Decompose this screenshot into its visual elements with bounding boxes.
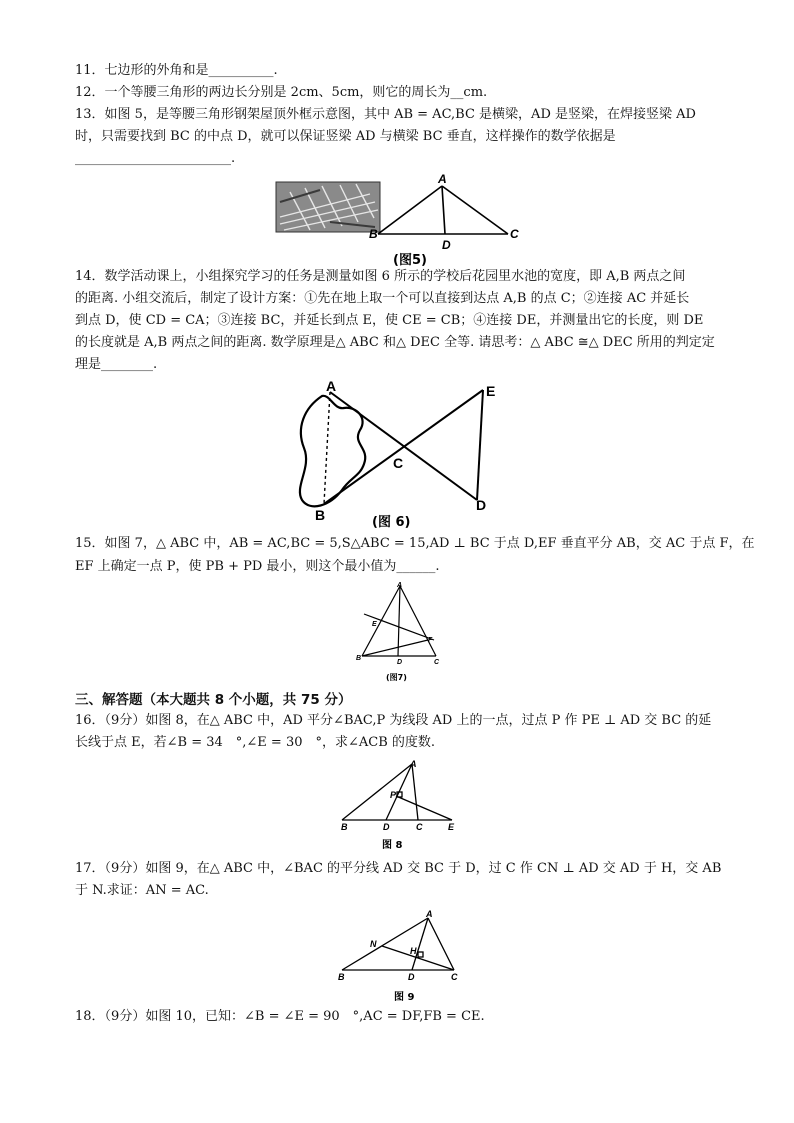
label-E: E (372, 621, 377, 628)
dashed-line-AB (324, 392, 330, 504)
question-11: 11．七边形的外角和是__________. (75, 63, 278, 78)
label-C: C (451, 972, 458, 982)
label-F: F (428, 637, 433, 644)
triangle-ABC-with-extension (342, 764, 452, 820)
question-15-line-2: EF 上确定一点 P，使 PB + PD 最小，则这个最小值为______. (75, 559, 440, 574)
label-D: D (408, 972, 415, 982)
label-N: N (370, 939, 377, 949)
label-B: B (356, 655, 362, 662)
question-13-line-3: ________________________. (75, 151, 236, 166)
label-H: H (410, 946, 417, 956)
question-14-line-2: 的距离. 小组交流后，制定了设计方案：①先在地上取一个可以直接到达点 A,B 的点 C；②连接 AC 并延长 (75, 291, 690, 306)
question-14-line-5: 理是________. (75, 357, 158, 372)
label-P: P (390, 790, 397, 800)
label-E: E (486, 383, 496, 399)
label-A: A (426, 909, 433, 919)
question-18: 18．（9分）如图 10，已知：∠B = ∠E = 90 °,AC = DF,FB = CE. (75, 1009, 485, 1024)
figure-6-caption: (图 6) (372, 515, 411, 530)
label-A: A (326, 378, 337, 394)
roof-photo (276, 182, 380, 232)
question-17-line-2: 于 N.求证：AN = AC. (75, 883, 209, 898)
label-D: D (476, 497, 487, 513)
label-D: D (397, 659, 403, 666)
label-B: B (369, 227, 378, 241)
question-16-line-2: 长线于点 E，若∠B = 34 °,∠E = 30 °，求∠ACB 的度数. (75, 735, 436, 750)
label-A: A (397, 582, 403, 589)
label-A: A (438, 172, 447, 186)
section-heading: 三、解答题（本大题共 8 个小题，共 75 分） (75, 692, 352, 708)
label-E: E (448, 822, 455, 832)
label-B: B (341, 822, 348, 832)
label-C: C (510, 227, 519, 241)
label-B: B (338, 972, 345, 982)
figure-8 (334, 754, 464, 858)
pond-outline (300, 396, 365, 507)
roof-truss-triangle (378, 186, 508, 234)
label-D: D (442, 238, 451, 252)
label-A: A (410, 759, 417, 769)
figure-5 (270, 172, 540, 271)
label-C: C (434, 659, 440, 666)
figure-6 (290, 378, 520, 534)
question-17-line-1: 17．（9分）如图 9，在△ ABC 中，∠BAC 的平分线 AD 交 BC 于 D，过 C 作 CN ⊥ AD 交 AD 于 H，交 AB (75, 861, 722, 876)
question-12: 12．一个等腰三角形的两边长分别是 2cm、5cm，则它的周长为__cm. (75, 85, 488, 100)
question-13-line-2: 时，只需要找到 BC 的中点 D，就可以保证竖梁 AD 与横梁 BC 垂直，这样操作的数学依据是 (75, 129, 616, 144)
figure-8-caption: 图 8 (382, 840, 403, 851)
question-16-line-1: 16．（9分）如图 8，在△ ABC 中，AD 平分∠BAC,P 为线段 AD 上的一点，过点 P 作 PE ⊥ AD 交 BC 的延 (75, 713, 712, 728)
question-15-line-1: 15．如图 7，△ ABC 中，AB = AC,BC = 5,S△ABC = 15,AD ⊥ BC 于点 D,EF 垂直平分 AB，交 AC 于点 F，在 (75, 536, 755, 551)
label-D: D (383, 822, 390, 832)
label-B: B (315, 507, 326, 523)
figure-5-caption: (图5) (393, 253, 427, 267)
label-C: C (416, 822, 423, 832)
question-14-line-3: 到点 D，使 CD = CA；③连接 BC，并延长到点 E，使 CE = CB；④连接 DE，并测量出它的长度，则 DE (75, 313, 704, 328)
figure-9-caption: 图 9 (394, 992, 415, 1003)
label-C: C (393, 455, 404, 471)
triangle-ABC-bisector (342, 918, 454, 970)
question-14-line-1: 14．数学活动课上，小组探究学习的任务是测量如图 6 所示的学校后花园里水池的宽度，即 A,B 两点之间 (75, 269, 686, 284)
figure-7 (350, 580, 450, 690)
question-14-line-4: 的长度就是 A,B 两点之间的距离. 数学原理是△ ABC 和△ DEC 全等. 请思考：△ ABC ≅△ DEC 所用的判定定 (75, 335, 715, 350)
figure-9 (330, 906, 470, 1008)
question-13-line-1: 13．如图 5，是等腰三角形钢架屋顶外框示意图，其中 AB = AC,BC 是横梁，AD 是竖梁，在焊接竖梁 AD (75, 107, 696, 122)
figure-7-caption: (图7) (386, 673, 407, 682)
